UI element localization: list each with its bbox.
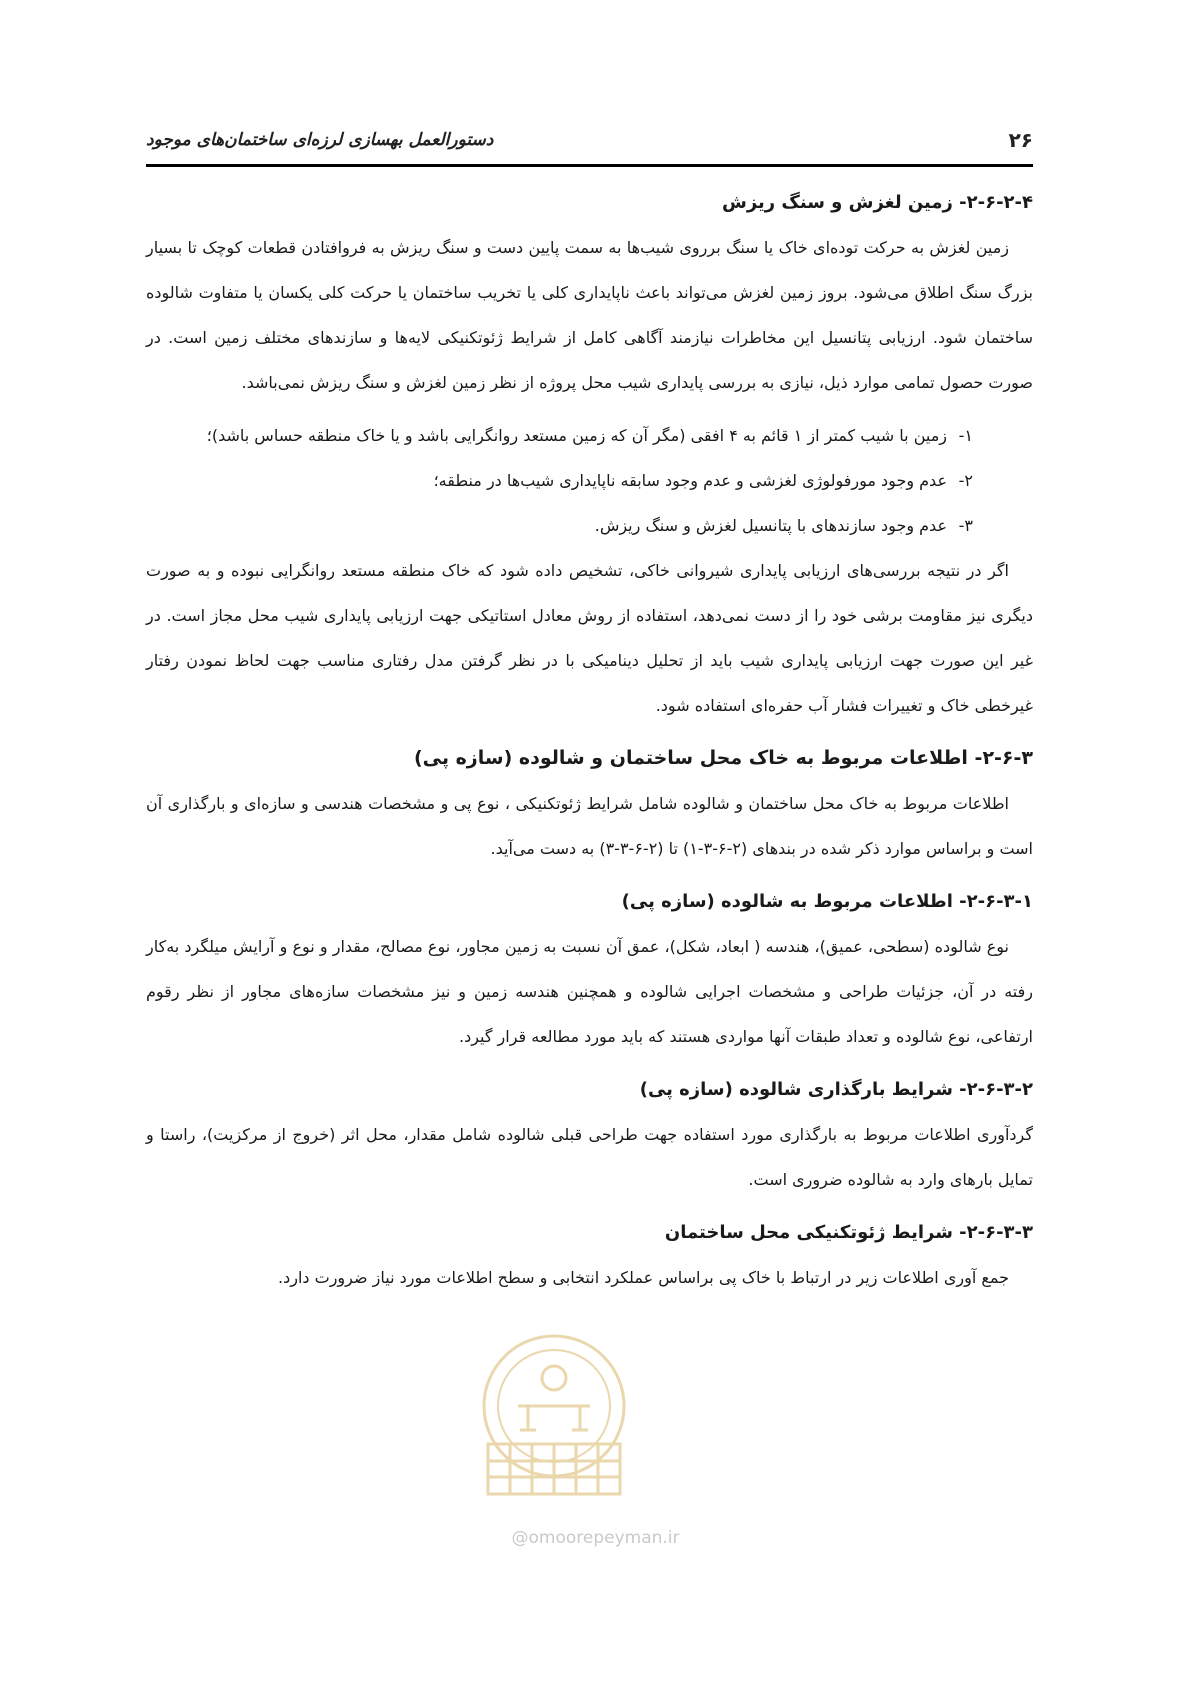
section-heading-geotechnical: ۲-۶-۳-۳- شرایط ژئوتکنیکی محل ساختمان xyxy=(664,1222,1033,1243)
paragraph-soil-foundation: اطلاعات مربوط به خاک محل ساختمان و شالوده شامل شرایط ژئوتکنیکی ، نوع پی و مشخصات هندسی و سازه‌ای و بارگذاری آن است و براساس موارد ذکر شده در بندهای (۲-۶-۳-۱) تا (۲-۶-۳-۳) به دست می‌آید. xyxy=(146,794,1033,858)
list-item-text: عدم وجود سازندهای با پتانسیل لغزش و سنگ ریزش. xyxy=(594,516,947,535)
page-number: ۲۶ xyxy=(1008,128,1033,152)
paragraph-geotechnical: جمع آوری اطلاعات زیر در ارتباط با خاک پی براساس عملکرد انتخابی و سطح اطلاعات مورد نیاز ضرورت دارد. xyxy=(278,1268,1009,1287)
list-item-number: ۱- xyxy=(958,426,973,445)
paragraph-foundation-loading: گردآوری اطلاعات مربوط به بارگذاری مورد استفاده جهت طراحی قبلی شالوده شامل مقدار، محل اثر (خروج از مرکزیت)، راستا و تمایل بارهای وارد به شالوده ضروری است. xyxy=(146,1125,1033,1189)
paragraph-slope-stability: اگر در نتیجه بررسی‌های ارزیابی پایداری شیروانی خاکی، تشخیص داده شود که خاک منطقه مستعد روانگرایی نبوده و به صورت دیگری نیز مقاومت برشی خود را از دست نمی‌دهد، استفاده از روش معادل استاتیکی جهت ارزیابی پایداری شیب محل مجاز است. در غیر این صورت جهت ارزیابی پایداری شیب باید از تحلیل دینامیکی با در نظر گرفتن مدل رفتاری مناسب جهت لحاظ نمودن رفتار غیرخطی خاک و تغییرات فشار آب حفره‌ای استفاده شود. xyxy=(146,561,1033,715)
section-heading-foundation-info: ۲-۶-۳-۱- اطلاعات مربوط به شالوده (سازه پی) xyxy=(621,891,1033,912)
list-item-text: زمین با شیب کمتر از ۱ قائم به ۴ افقی (مگر آن که زمین مستعد روانگرایی باشد و یا خاک منطقه حساس باشد)؛ xyxy=(206,426,947,445)
list-item xyxy=(146,413,973,458)
running-title: دستورالعمل بهسازی لرزه‌ای ساختمان‌های موجود xyxy=(146,130,494,150)
page-header xyxy=(146,128,1033,164)
list-item xyxy=(146,458,973,503)
header-divider xyxy=(146,164,1033,167)
watermark-url: @omoorepeyman.ir xyxy=(511,1528,680,1548)
conditions-list xyxy=(146,413,1033,548)
list-item-number: ۲- xyxy=(958,471,973,490)
list-item-text: عدم وجود مورفولوژی لغزشی و عدم وجود سابقه ناپایداری شیب‌ها در منطقه؛ xyxy=(433,471,947,490)
list-item-number: ۳- xyxy=(958,516,973,535)
watermark-logo xyxy=(448,1326,660,1508)
paragraph-landslide-intro: زمین لغزش به حرکت توده‌ای خاک یا سنگ برروی شیب‌ها به سمت پایین دست و سنگ ریزش به فروافتادن قطعات کوچک تا بسیار بزرگ سنگ اطلاق می‌شود. بروز زمین لغزش می‌تواند باعث ناپایداری کلی یا تخریب ساختمان یا حرکت کلی یکسان یا متفاوت شالوده ساختمان شود. ارزیابی پتانسیل این مخاطرات نیازمند آگاهی کامل از شرایط ژئوتکنیکی لایه‌ها و سازندهای مختلف زمین است. در صورت حصول تمامی موارد ذیل، نیازی به بررسی پایداری شیب محل پروژه از نظر زمین لغزش و سنگ ریزش نمی‌باشد. xyxy=(146,238,1033,392)
section-heading-landslide: ۲-۶-۲-۴- زمین لغزش و سنگ ریزش xyxy=(722,192,1033,213)
page-body xyxy=(146,180,1033,1308)
list-item xyxy=(146,503,973,548)
section-heading-foundation-loading: ۲-۶-۳-۲- شرایط بارگذاری شالوده (سازه پی) xyxy=(639,1079,1033,1100)
paragraph-foundation-info: نوع شالوده (سطحی، عمیق)، هندسه ( ابعاد، شکل)، عمق آن نسبت به زمین مجاور، نوع مصالح، مقدار و نوع و آرایش میلگرد به‌کار رفته در آن، جزئیات طراحی و مشخصات اجرایی شالوده و همچنین هندسه زمین و نیز مشخصات سازه‌های مجاور از نظر رقوم ارتفاعی، نوع شالوده و تعداد طبقات آنها مواردی هستند که باید مورد مطالعه قرار گیرد. xyxy=(146,937,1033,1046)
section-heading-soil-foundation: ۲-۶-۳- اطلاعات مربوط به خاک محل ساختمان و شالوده (سازه پی) xyxy=(413,747,1033,769)
